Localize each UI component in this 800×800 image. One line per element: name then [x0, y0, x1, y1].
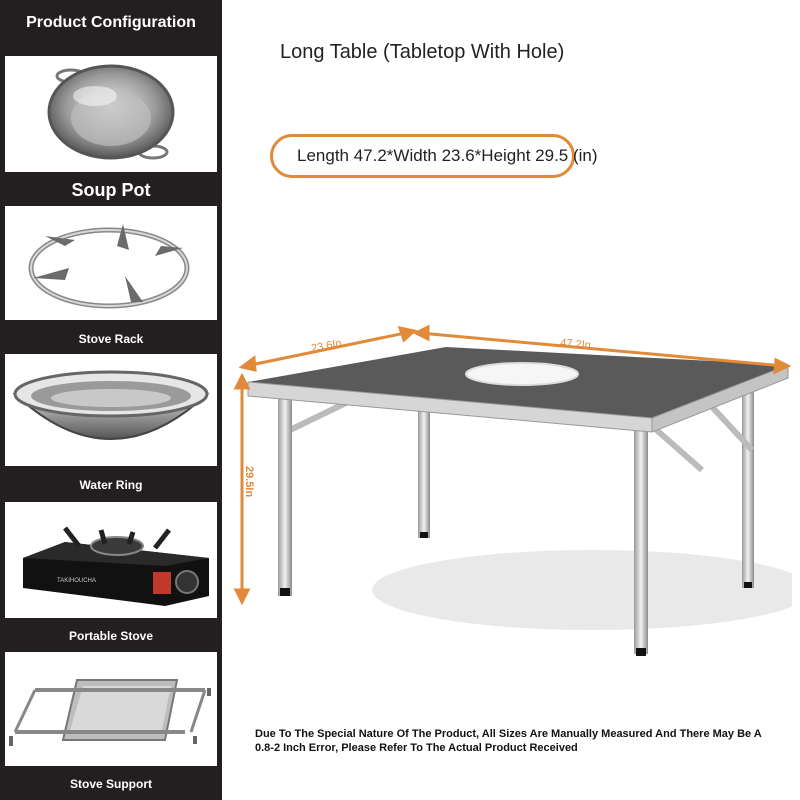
long-table-illustration [232, 320, 792, 670]
product-configuration-sidebar [0, 0, 222, 800]
soup-pot-image [5, 56, 217, 172]
spec-text: Length 47.2*Width 23.6*Height 29.5 (in) [297, 146, 598, 165]
stove-brand-text: TAKIHOUCHA [57, 578, 96, 584]
floor-shadow [372, 550, 792, 630]
table-leg-back-right [742, 390, 754, 588]
tabletop-hole [466, 363, 578, 385]
water-ring-icon [5, 354, 217, 466]
measurement-note: Due To The Special Nature Of The Product, All Sizes Are Manually Measured And There May Be A 0.8-2 Inch Error, Please Refer To The Actual Product Received [255, 728, 762, 754]
portable-stove-image [5, 502, 217, 618]
portable-stove-icon [5, 502, 217, 618]
sidebar-item-stove-rack: Stove Rack [78, 332, 144, 346]
sidebar-item-water-ring: Water Ring [79, 478, 143, 492]
table-leg-front-right [634, 424, 648, 654]
stove-support-icon [5, 652, 217, 766]
water-ring-image [5, 354, 217, 466]
height-dimension-label: 29.5In [243, 466, 255, 498]
table-leg-back-left [418, 410, 430, 538]
sidebar-item-soup-pot: Soup Pot [71, 180, 151, 200]
stove-rack-image [5, 206, 217, 320]
width-dimension-label: 23.6In [310, 337, 343, 355]
length-dimension-label: 47.2In [559, 337, 592, 352]
stove-support-image [5, 652, 217, 766]
soup-pot-icon [5, 56, 217, 172]
sidebar-item-portable-stove: Portable Stove [68, 629, 154, 643]
sidebar-title: Product Configuration [26, 14, 196, 31]
page-title: Long Table (Tabletop With Hole) [280, 41, 565, 63]
table-leg-front-left [278, 396, 292, 596]
stove-rack-icon [5, 206, 217, 320]
sidebar-item-stove-support: Stove Support [69, 777, 152, 791]
